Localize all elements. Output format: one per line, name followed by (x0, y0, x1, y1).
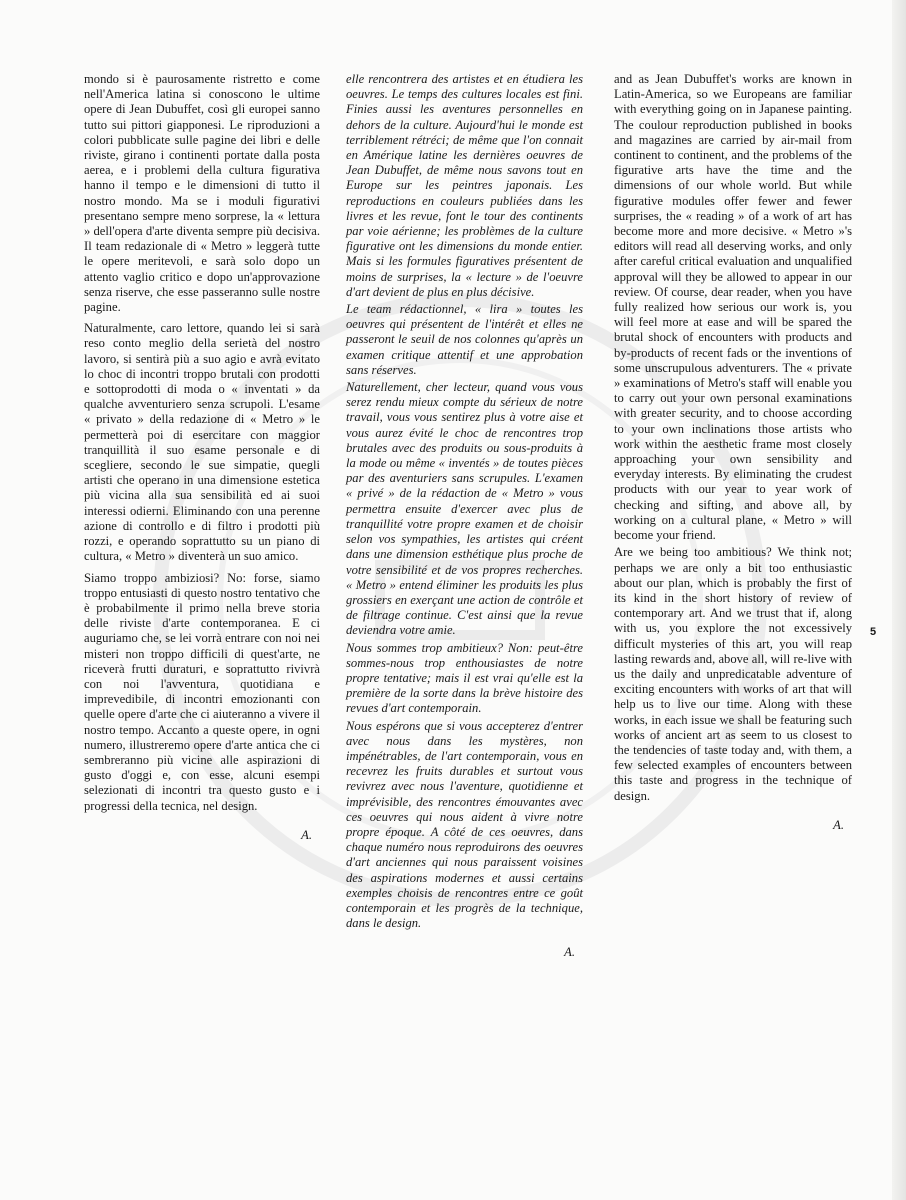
french-paragraph-3: Naturellement, cher lecteur, quand vous vous serez rendu mieux compte du sérieux de notre travail, vous vous sentirez plus à votre aise et vous aurez évité le choc de rencontres trop brutales avec des produits ou sous-produits à la mode ou même « inventés » de toutes pièces par des aventuriers sans scrupules. L'examen « privé » de la rédaction de « Metro » vous permettra ensuite d'exercer avec plus de tranquillité votre propre examen et de choisir selon vos sympathies, les artistes qui créent dans une dimension esthétique plus proche de votre sensibilité et de vos propres recherches. « Metro » entend éliminer les produits les plus grossiers en exerçant une action de contrôle et de filtrage continue. C'est ainsi que la revue deviendra votre amie. (346, 380, 583, 638)
italian-paragraph-2: Naturalmente, caro lettore, quando lei si sarà reso conto meglio della serietà del nostro lavoro, si sentirà più a suo agio e avrà evitato lo choc di incontri troppo brutali con prodotti e sottoprodotti di moda o « inventati » da qualche avventuriero senza scrupoli. L'esame « privato » della redazione di « Metro » le permetterà poi di esercitare con maggior tranquillità il suo esame personale e di scegliere, secondo le sue simpatie, quegli artisti che operano in una dimensione estetica più vicina alla sua sensibilità ed ai suoi interessi odierni. Eliminando con una perenne azione di controllo e di filtro i prodotti più rozzi, e operando soprattutto su un piano di cultura, « Metro » diventerà un suo amico. (84, 321, 320, 564)
italian-column (84, 72, 320, 849)
french-paragraph-5: Nous espérons que si vous accepterez d'entrer avec nous dans les mystères, non impénétrables, de l'art contemporain, vous en recevrez les fruits durables et surtout vous revivrez avec nous l'aventure, quotidienne et imprévisible, des rencontres émouvantes avec ces oeuvres qui nous aident à vivre notre propre époque. A côté de ces oeuvres, dans chaque numéro nous reproduirons des oeuvres d'art anciennes qui nous paraissent voisines des aspirations modernes et aussi certains exemples choisis de rencontres entre ce goût contemporain et les progrès de la technique, dans le design. (346, 718, 583, 931)
italian-paragraph-1: mondo si è paurosamente ristretto e come nell'America latina si conoscono le ultime opere di Jean Dubuffet, così gli europei sanno tutto sui pittori giapponesi. Le riproduzioni a colori pubblicate sulle pagine dei libri e delle riviste, girano i continenti portate dalla posta aerea, e i problemi della cultura figurativa hanno il tempo e le dimensioni di tutto il nostro mondo. Ma se i moduli figurativi presentano sempre meno sorprese, la « lettura » dell'opera d'arte diventa sempre più decisiva. Il team redazionale di « Metro » leggerà tutte le opere meritevoli, e sarà solo dopo un attento vaglio critico e dopo un'approvazione senza riserve, che esse passeranno sulle nostre pagine. (84, 72, 320, 315)
french-paragraph-1: elle rencontrera des artistes et en étudiera les oeuvres. Le temps des cultures locales est fini. Finies aussi les aventures personnelles en dehors de la culture. Aujourd'hui le monde est terriblement rétréci; de même que l'on connait en Amérique latine les dernières oeuvres de Jean Dubuffet, de même nous savons tout en Europe sur les peintres japonais. Les reproductions en couleurs publiées dans les livres et les revue, font le tour des continents par voie aérienne; les problèmes de la culture figurative ont les dimensions du monde entier. Mais si les formules figuratives présentent de moins de surprises, la « lecture » de l'oeuvre d'art devient de plus en plus décisive. (346, 72, 583, 299)
italian-paragraph-3: Siamo troppo ambiziosi? No: forse, siamo troppo entusiasti di questo nostro tentativo che è probabilmente il primo nella breve storia delle riviste d'arte contemporanea. E ci auguriamo che, se lei vorrà entrare con noi nei misteri non troppo difficili di quest'arte, ne riceverà frutti duraturi, e soprattutto rivivrà con noi l'avventura, quotidiana e imprevedibile, di incontri emozionanti con quelle opere d'arte che ci aiuteranno a vivere il nostro tempo. Accanto a queste opere, in ogni numero, illustreremo opere d'arte antica che ci sembreranno più vicine alle aspirazioni di gusto d'oggi e, con esse, alcuni esempi selezionati di incontri tra questo gusto e i progressi della tecnica, nel design. (84, 570, 320, 813)
english-paragraph-1: and as Jean Dubuffet's works are known in Latin-America, so we Europeans are familiar with everything going on in Japanese painting. The coulour reproduction published in books and magazines are carried by air-mail from continent to continent, and the problems of the figurative arts have the time and the dimensions of our whole world. But while figurative modules offer fewer and fewer surprises, the « reading » of a work of art has become more and more decisive. « Metro »'s editors will read all deserving works, and only after careful critical evaluation and unqualified approval will they be allowed to appear in our review. Of course, dear reader, when you have fully realized how serious our work is, you will feel more at ease and will be spared the brutal shock of encounters with products and by-products of recent fads or the inventions of some unscrupulous adventurers. The « private » examinations of Metro's staff will enable you to carry out your own personal examinations with greater security, and to choose according to your own inclinations those artists who work within the aesthetic frame most closely approaching your own sensibility and everyday interests. By eliminating the crudest products with our year to year work of checking and sifting, and above all, by working on a cultural plane, « Metro » will become your friend. (614, 72, 852, 543)
english-paragraph-2: Are we being too ambitious? We think not; perhaps we are only a bit too enthusiastic about our plan, which is probably the first of its kind in the short history of review of contemporary art. And we trust that if, along with us, you explore the not excessively difficult mysteries of this art, you will reap lasting rewards and, above all, will re-live with us the daily and unpredicatable adventure of exciting encounters with works of art that will help us to live our time. Along with these works, in each issue we shall be featuring such works of ancient art as seem to us closest to the tendencies of taste today and, with them, a few selected examples of encounters between this taste and progress in the technique of design. (614, 545, 852, 803)
french-paragraph-2: Le team rédactionnel, « lira » toutes les oeuvres qui présentent de l'intérêt et elles ne passeront le seuil de nos colonnes qu'après un examen critique attentif et une approbation sans réserves. (346, 302, 583, 377)
english-signature: A. (833, 817, 844, 832)
page-edge-shadow (892, 0, 906, 1200)
page-number: 5 (870, 626, 877, 638)
english-column (614, 72, 852, 835)
french-signature: A. (564, 945, 575, 960)
french-paragraph-4: Nous sommes trop ambitieux? Non: peut-être sommes-nous trop enthousiastes de notre propre tentative; mais il est vrai qu'elle est la première de la sorte dans la brève histoire des revues d'art contemporain. (346, 640, 583, 716)
french-column (346, 72, 583, 963)
italian-signature: A. (301, 827, 312, 842)
